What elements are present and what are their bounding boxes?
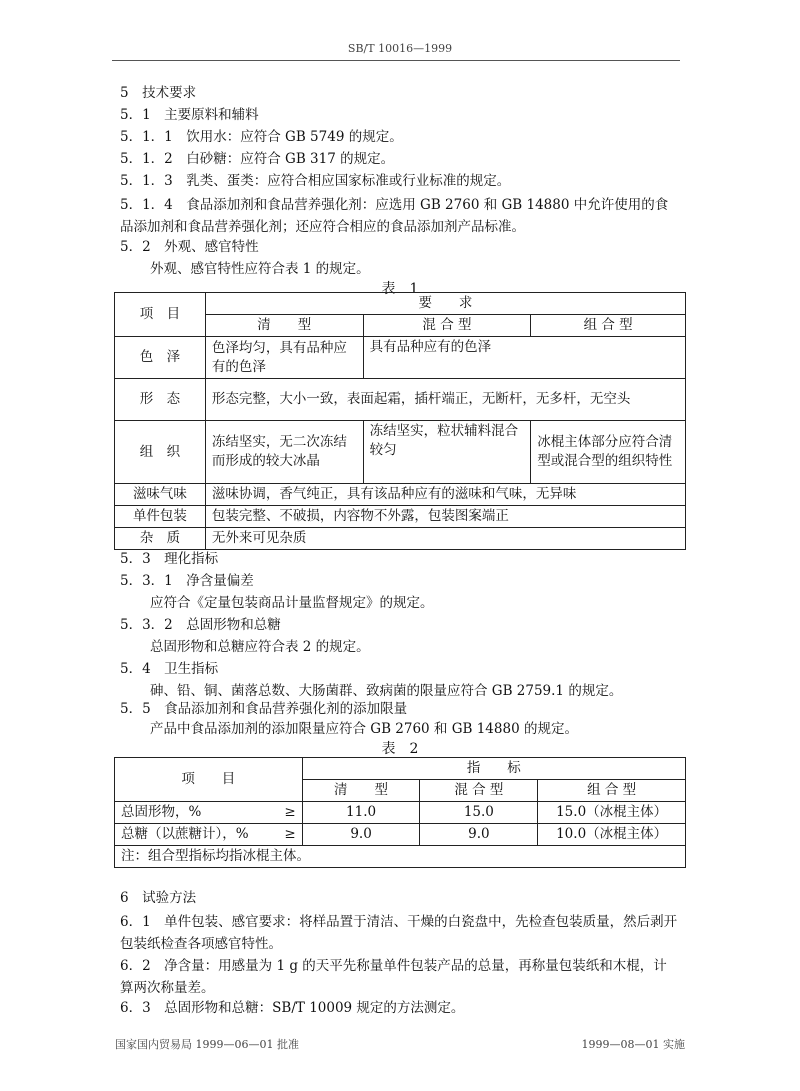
t1-row-tissue-label: 组 织 [115, 421, 206, 484]
t2-solids-mixed: 15.0 [420, 802, 538, 824]
t2-solids-clear: 11.0 [302, 802, 420, 824]
heading-5-2: 5．2 外观、感官特性 [120, 239, 259, 255]
clause-5-1-3: 5．1．3 乳类、蛋类：应符合相应国家标准或行业标准的规定。 [120, 173, 511, 189]
heading-5-3: 5．3 理化指标 [120, 551, 219, 567]
clause-6-2: 6．2 净含量：用感量为 1 g 的天平先称量单件包装产品的总量，再称量包装纸和木棍，计算两次称量差。 [120, 958, 667, 996]
t1-impurity-all: 无外来可见杂质 [205, 528, 685, 550]
t2-row-sugar-label [115, 824, 303, 846]
table2-caption: 表 2 [381, 741, 419, 757]
clause-5-5-text: 产品中食品添加剂的添加限量应符合 GB 2760 和 GB 14880 的规定。 [150, 721, 578, 737]
t2-header-item: 项 目 [115, 758, 303, 802]
t1-row-impurity-label: 杂 质 [115, 528, 206, 550]
t1-color-clear: 色泽均匀，具有品种应有的色泽 [205, 337, 363, 379]
t1-header-clear: 清 型 [205, 315, 363, 337]
table-1 [114, 292, 686, 550]
t2-header-clear: 清 型 [302, 780, 420, 802]
t1-header-mixed: 混 合 型 [363, 315, 531, 337]
t2-header-mixed: 混 合 型 [420, 780, 538, 802]
t1-row-pack-label: 单件包装 [115, 506, 206, 528]
heading-5-5: 5．5 食品添加剂和食品营养强化剂的添加限量 [120, 701, 408, 717]
clause-5-2-text: 外观、感官特性应符合表 1 的规定。 [150, 261, 370, 277]
header-standard-number: SB/T 10016—1999 [347, 42, 453, 55]
t2-header-combo: 组 合 型 [538, 780, 686, 802]
t1-taste-all: 滋味协调，香气纯正，具有该品种应有的滋味和气味，无异味 [205, 484, 685, 506]
t1-header-item: 项 目 [115, 293, 206, 337]
t2-row-solids-label [115, 802, 303, 824]
heading-5-1: 5．1 主要原料和辅料 [120, 107, 259, 123]
t2-sugar-clear: 9.0 [302, 824, 420, 846]
t2-sugar-mixed: 9.0 [420, 824, 538, 846]
clause-5-3-1-text: 应符合《定量包装商品计量监督规定》的规定。 [150, 595, 434, 611]
t2-sugar-combo: 10.0（冰棍主体） [538, 824, 686, 846]
t1-header-requirement: 要 求 [205, 293, 685, 315]
footer-effective: 1999—08—01 实施 [581, 1038, 685, 1051]
footer-approval: 国家国内贸易局 1999—06—01 批准 [115, 1038, 299, 1051]
t1-tissue-clear: 冻结坚实，无二次冻结而形成的较大冰晶 [205, 421, 363, 484]
t2-note: 注：组合型指标均指冰棍主体。 [115, 846, 686, 868]
heading-6: 6 试验方法 [120, 890, 197, 906]
t1-tissue-mixed: 冻结坚实，粒状辅料混合较匀 [363, 421, 531, 484]
clause-5-1-1: 5．1．1 饮用水：应符合 GB 5749 的规定。 [120, 129, 403, 145]
t1-pack-all: 包装完整、不破损，内容物不外露，包装图案端正 [205, 506, 685, 528]
t1-row-color-label: 色 泽 [115, 337, 206, 379]
heading-5-3-1: 5．3．1 净含量偏差 [120, 573, 254, 589]
t2-sugar-op: ≥ [284, 826, 296, 842]
t2-solids-text: 总固形物，% [121, 804, 202, 820]
clause-5-3-2-text: 总固形物和总糖应符合表 2 的规定。 [150, 639, 370, 655]
t1-row-shape-label: 形 态 [115, 379, 206, 421]
clause-6-3: 6．3 总固形物和总糖：SB/T 10009 规定的方法测定。 [120, 1000, 465, 1016]
header-rule [112, 60, 680, 61]
t1-header-combo: 组 合 型 [531, 315, 686, 337]
heading-5-4: 5．4 卫生指标 [120, 661, 219, 677]
clause-5-1-2: 5．1．2 白砂糖：应符合 GB 317 的规定。 [120, 151, 395, 167]
table-2 [114, 757, 686, 868]
clause-5-4-text: 砷、铅、铜、菌落总数、大肠菌群、致病菌的限量应符合 GB 2759.1 的规定。 [150, 683, 623, 699]
table1-caption: 表 1 [381, 281, 419, 297]
t1-color-rest: 具有品种应有的色泽 [363, 337, 685, 379]
clause-6-1: 6．1 单件包装、感官要求：将样品置于清洁、干燥的白瓷盘中，先检查包装质量，然后剥开包装纸检查各项感官特性。 [120, 914, 678, 952]
clause-5-1-4: 5．1．4 食品添加剂和食品营养强化剂：应选用 GB 2760 和 GB 14880 中允许使用的食品添加剂和食品营养强化剂；还应符合相应的食品添加剂产品标准。 [120, 197, 669, 235]
t2-sugar-text: 总糖（以蔗糖计），% [121, 826, 249, 842]
t2-solids-combo: 15.0（冰棍主体） [538, 802, 686, 824]
t2-header-index: 指 标 [302, 758, 685, 780]
heading-5: 5 技术要求 [120, 85, 197, 101]
t1-tissue-combo: 冰棍主体部分应符合清型或混合型的组织特性 [531, 421, 686, 484]
t2-solids-op: ≥ [284, 804, 296, 820]
heading-5-3-2: 5．3．2 总固形物和总糖 [120, 617, 281, 633]
t1-row-taste-label: 滋味气味 [115, 484, 206, 506]
t1-shape-all: 形态完整，大小一致，表面起霜，插杆端正，无断杆，无多杆，无空头 [205, 379, 685, 421]
